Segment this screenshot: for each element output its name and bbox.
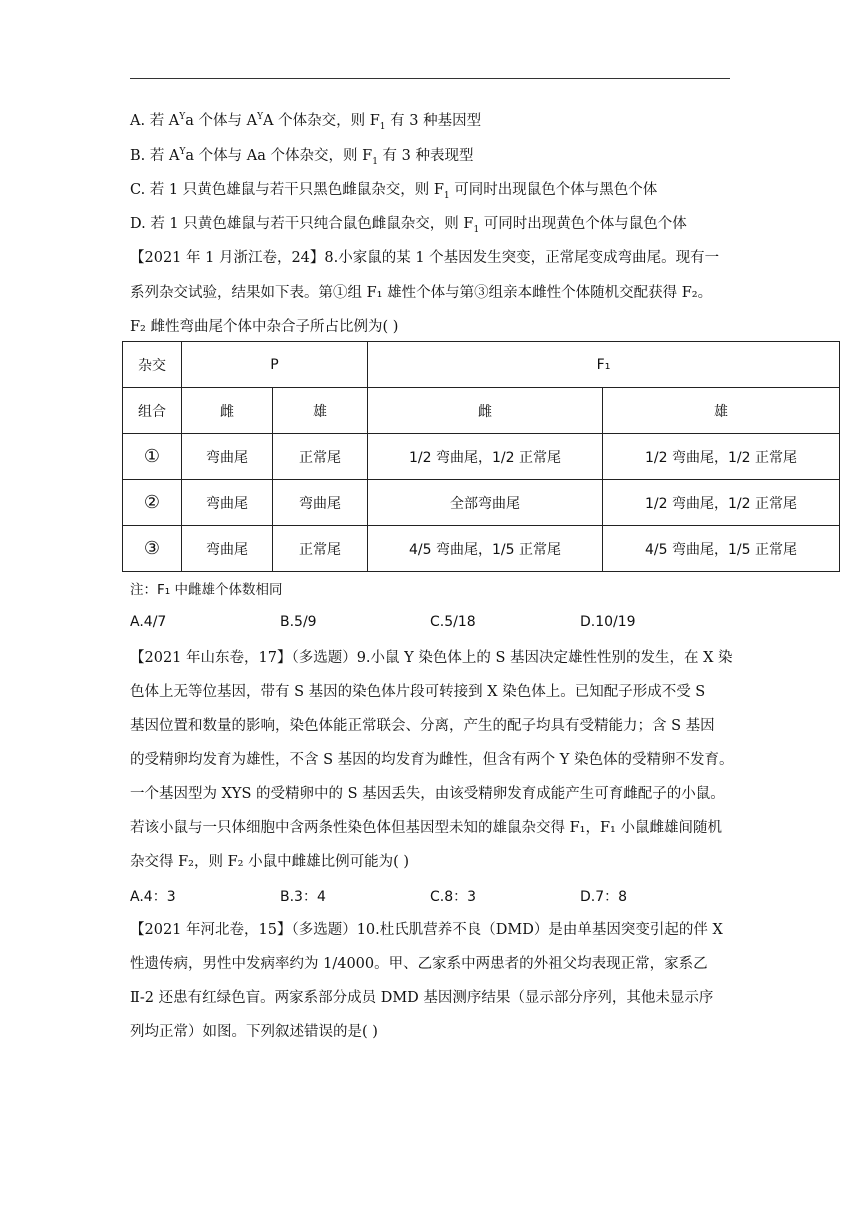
q9-line-7: 杂交得 F₂，则 F₂ 小鼠中雌雄比例可能为( ) [130, 854, 409, 870]
q8-option-a: A.4/7 [130, 614, 167, 630]
table-cell: 全部弯曲尾 [368, 480, 603, 526]
table-header-cell: 雌 [182, 388, 273, 434]
table-header-cell: F₁ [368, 342, 840, 388]
q10-line-2: 性遗传病，男性中发病率约为 1/4000。甲、乙家系中两患者的外祖父均表现正常，家系乙 [130, 956, 708, 972]
table-header-row [123, 342, 840, 388]
table-cell: 正常尾 [273, 526, 368, 572]
q8-option-d: D.10/19 [580, 614, 636, 630]
table-header-cell: 雄 [273, 388, 368, 434]
q10-line-1: 【2021 年河北卷，15】（多选题）10.杜氏肌营养不良（DMD）是由单基因突变引起的伴 X [130, 922, 723, 938]
table-row [123, 526, 840, 572]
option-b-line: B. 若 $A^Ya$ 个体与 Aa 个体杂交，则 $F_1$ 有 3 种表现型 [130, 147, 474, 167]
option-a-line: A. 若 $A^Ya$ 个体与 $A^YA$ 个体杂交，则 $F_1$ 有 3 种基因型 [130, 112, 482, 132]
table-row [123, 480, 840, 526]
q9-line-3: 基因位置和数量的影响，染色体能正常联会、分离，产生的配子均具有受精能力；含 S 基因 [130, 718, 715, 734]
q9-option-d: D.7：8 [580, 889, 628, 905]
table-cell: 4/5 弯曲尾，1/5 正常尾 [603, 526, 840, 572]
table-note: 注：F₁ 中雌雄个体数相同 [130, 582, 283, 598]
q9-option-a: A.4：3 [130, 889, 176, 905]
table-subheader-row [123, 388, 840, 434]
table-cell: ① [123, 434, 182, 480]
option-d-line: D. 若 1 只黄色雄鼠与若干只纯合鼠色雌鼠杂交，则 $F_1$ 可同时出现黄色个体与鼠色个体 [130, 216, 687, 235]
cross-results-table [122, 341, 840, 572]
header-rule [130, 78, 730, 79]
table-cell: ② [123, 480, 182, 526]
q9-option-b: B.3：4 [280, 889, 326, 905]
q8-option-b: B.5/9 [280, 614, 317, 630]
table-cell: 弯曲尾 [182, 434, 273, 480]
table-cell: 弯曲尾 [273, 480, 368, 526]
table-cell: ③ [123, 526, 182, 572]
q9-line-6: 若该小鼠与一只体细胞中含两条性染色体但基因型未知的雄鼠杂交得 F₁，F₁ 小鼠雌雄间随机 [130, 820, 722, 836]
q8-line-2: 系列杂交试验，结果如下表。第①组 F₁ 雄性个体与第③组亲本雌性个体随机交配获得 F₂。 [130, 285, 713, 301]
table-header-cell: P [182, 342, 368, 388]
q9-line-5: 一个基因型为 XYS 的受精卵中的 S 基因丢失，由该受精卵发育成能产生可育雌配子的小鼠。 [130, 786, 725, 802]
table-header-cell: 雌 [368, 388, 603, 434]
q9-line-1: 【2021 年山东卷，17】（多选题）9.小鼠 Y 染色体上的 S 基因决定雄性性别的发生，在 X 染 [130, 650, 733, 666]
table-cell: 弯曲尾 [182, 526, 273, 572]
q9-line-2: 色体上无等位基因，带有 S 基因的染色体片段可转接到 X 染色体上。已知配子形成不受 S [130, 684, 706, 700]
table-header-cell: 杂交 [123, 342, 182, 388]
q10-line-4: 列均正常）如图。下列叙述错误的是( ) [130, 1024, 378, 1040]
table-cell: 1/2 弯曲尾，1/2 正常尾 [368, 434, 603, 480]
q8-line-3: F₂ 雌性弯曲尾个体中杂合子所占比例为( ) [130, 319, 399, 335]
table-cell: 1/2 弯曲尾，1/2 正常尾 [603, 434, 840, 480]
table-cell: 弯曲尾 [182, 480, 273, 526]
table-row [123, 434, 840, 480]
q8-option-c: C.5/18 [430, 614, 476, 630]
option-c-line: C. 若 1 只黄色雄鼠与若干只黑色雌鼠杂交，则 $F_1$ 可同时出现鼠色个体与黑色个体 [130, 182, 658, 201]
q9-option-c: C.8：3 [430, 889, 477, 905]
table-header-cell: 组合 [123, 388, 182, 434]
q9-line-4: 的受精卵均发育为雄性，不含 S 基因的均发育为雌性，但含有两个 Y 染色体的受精卵不发育。 [130, 752, 734, 768]
q10-line-3: Ⅱ-2 还患有红绿色盲。两家系部分成员 DMD 基因测序结果（显示部分序列，其他未显示序 [130, 990, 714, 1006]
table-cell: 正常尾 [273, 434, 368, 480]
q8-line-1: 【2021 年 1 月浙江卷，24】8.小家鼠的某 1 个基因发生突变，正常尾变成弯曲尾。现有一 [130, 250, 720, 266]
table-header-cell: 雄 [603, 388, 840, 434]
table-cell: 4/5 弯曲尾，1/5 正常尾 [368, 526, 603, 572]
table-cell: 1/2 弯曲尾，1/2 正常尾 [603, 480, 840, 526]
